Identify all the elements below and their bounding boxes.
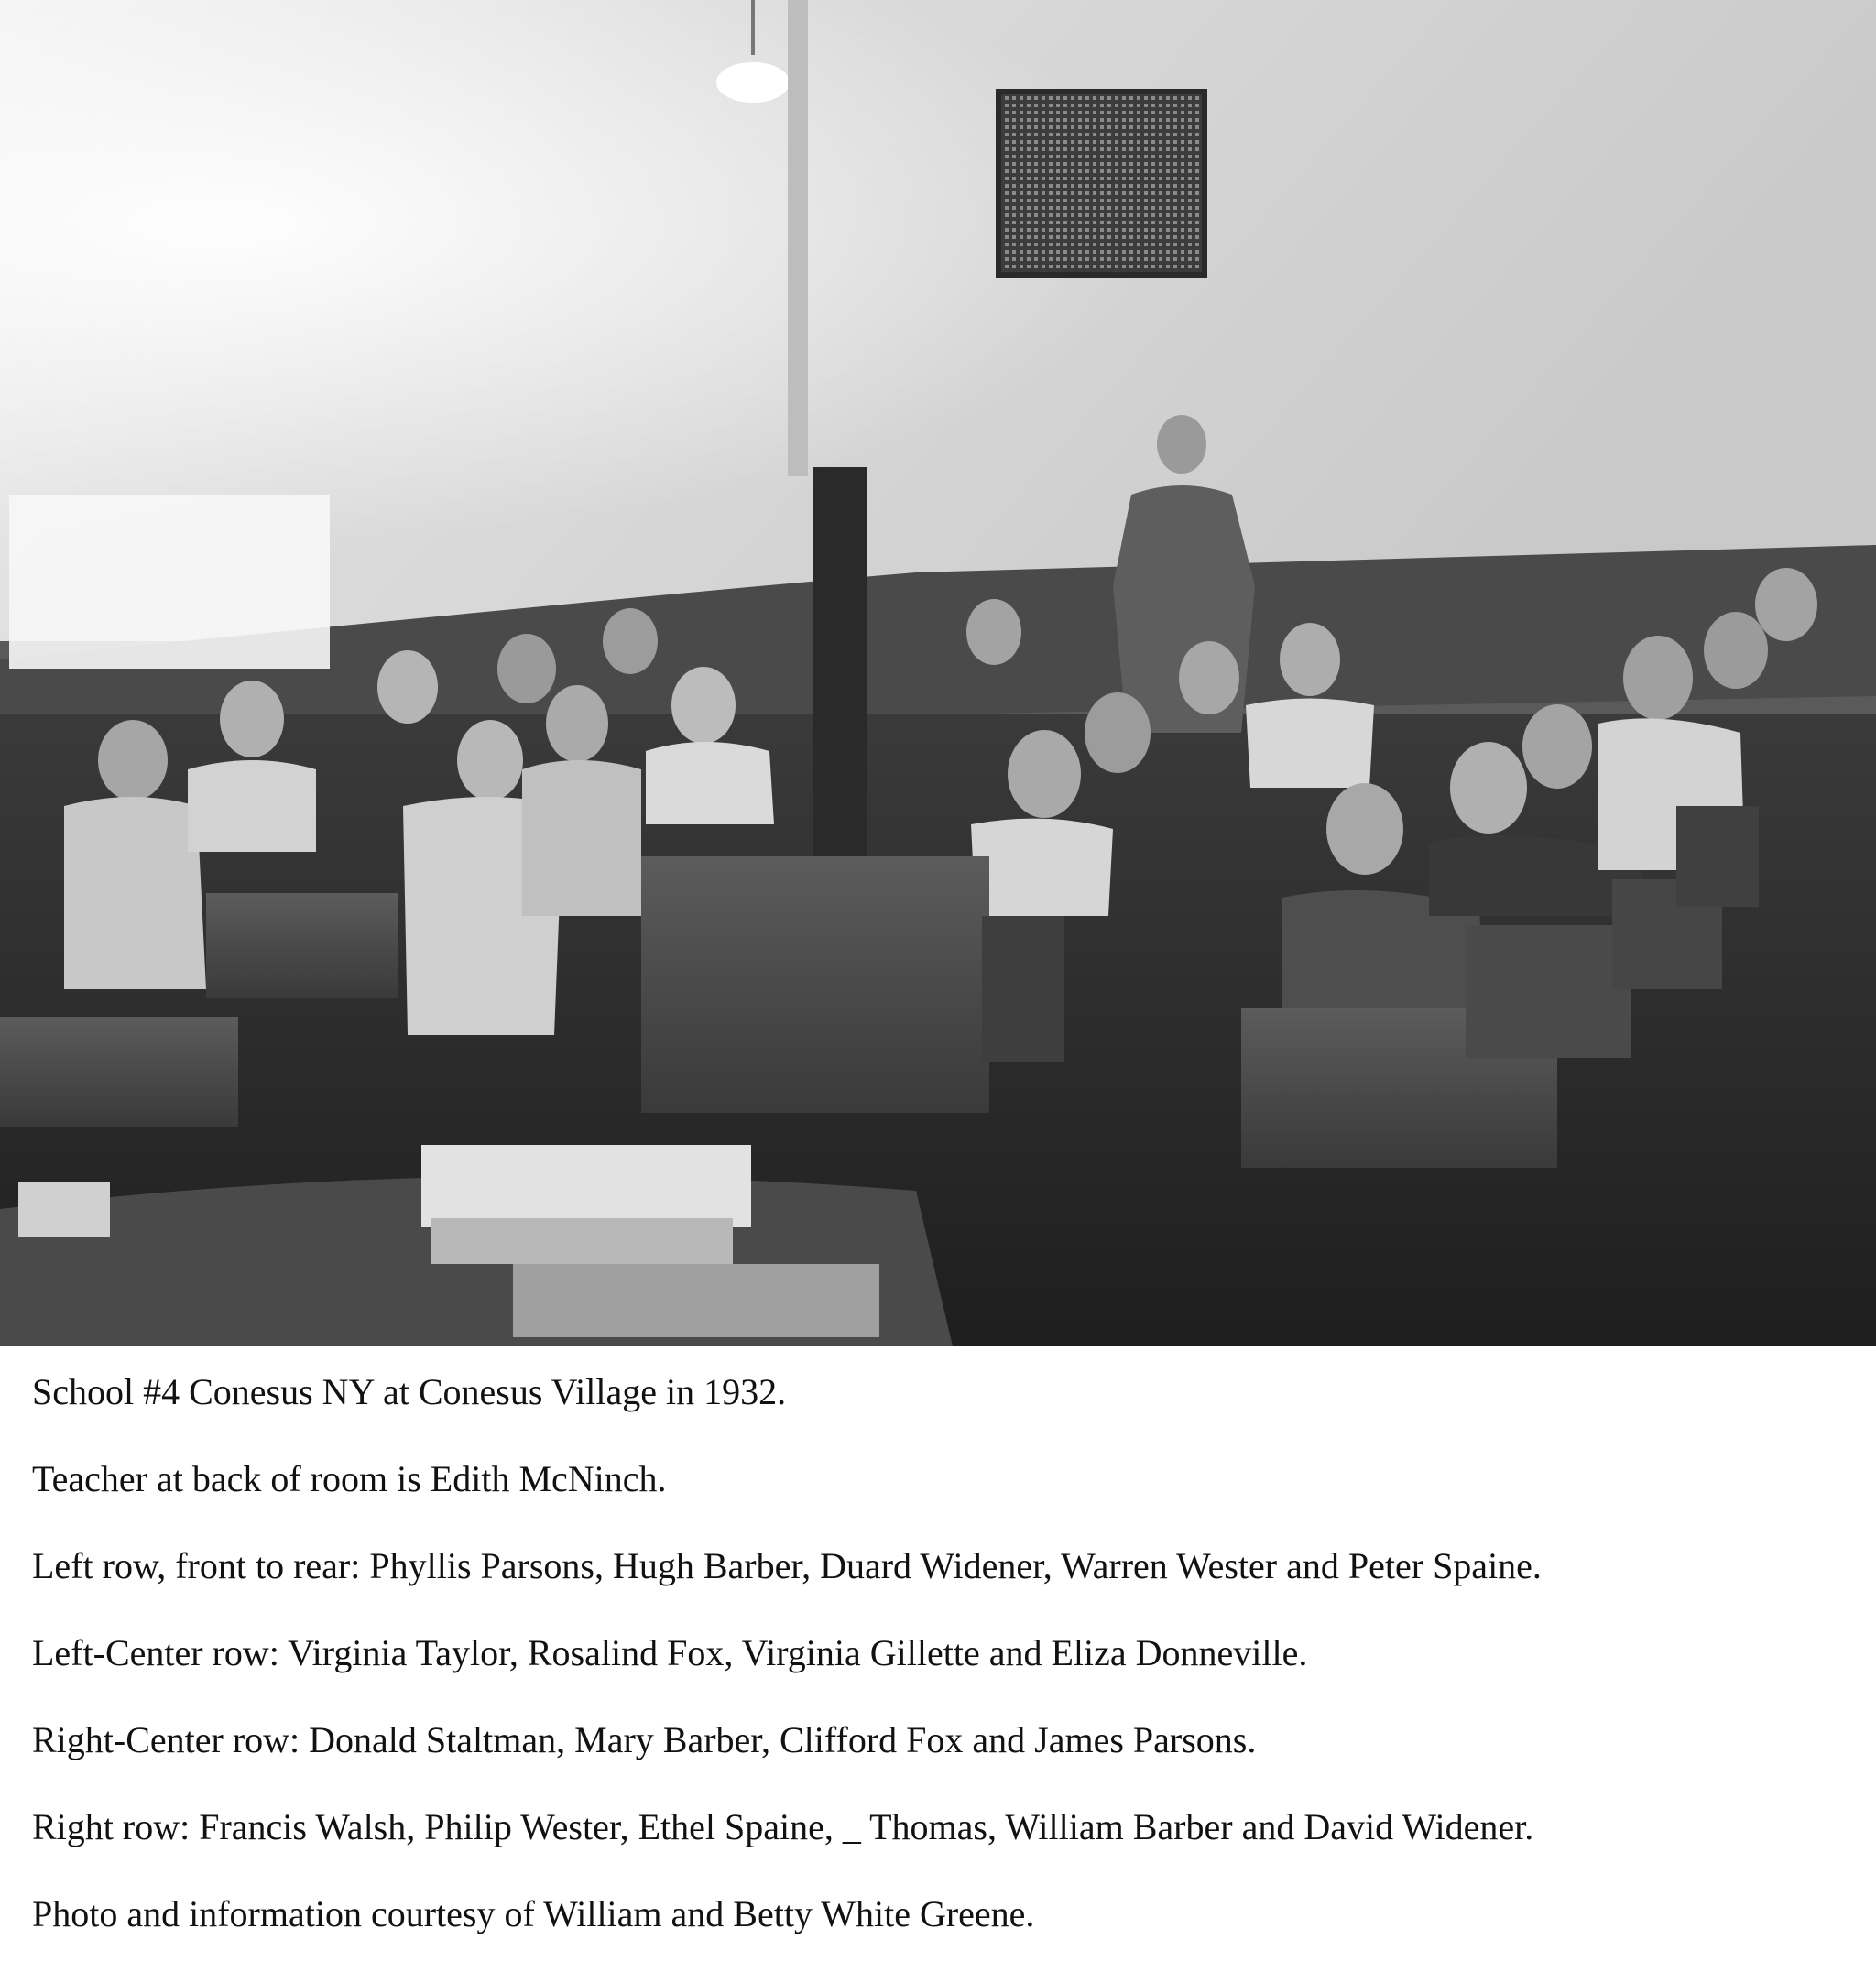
caption-left-center-row: Left-Center row: Virginia Taylor, Rosalind Fox, Virginia Gillette and Eliza Donneville. xyxy=(32,1632,1308,1673)
ceiling-lamp xyxy=(716,62,790,103)
caption-right-center-row: Right-Center row: Donald Staltman, Mary Barber, Clifford Fox and James Parsons. xyxy=(32,1719,1257,1760)
caption-right-row: Right row: Francis Walsh, Philip Wester, Ethel Spaine, _ Thomas, William Barber and David Widener. xyxy=(32,1806,1534,1847)
wall-vent xyxy=(998,92,1205,275)
caption-left-row: Left row, front to rear: Phyllis Parsons, Hugh Barber, Duard Widener, Warren Wester and Peter Spaine. xyxy=(32,1545,1542,1586)
stove-pipe-dark xyxy=(813,467,867,898)
caption-teacher: Teacher at back of room is Edith McNinch. xyxy=(32,1458,667,1499)
caption-school-title: School #4 Conesus NY at Conesus Village in 1932. xyxy=(32,1371,787,1412)
caption-credits: Photo and information courtesy of William and Betty White Greene. xyxy=(32,1893,1035,1934)
stove-pipe-light xyxy=(788,0,808,476)
caption-block xyxy=(32,1371,1855,1983)
window xyxy=(9,495,330,669)
